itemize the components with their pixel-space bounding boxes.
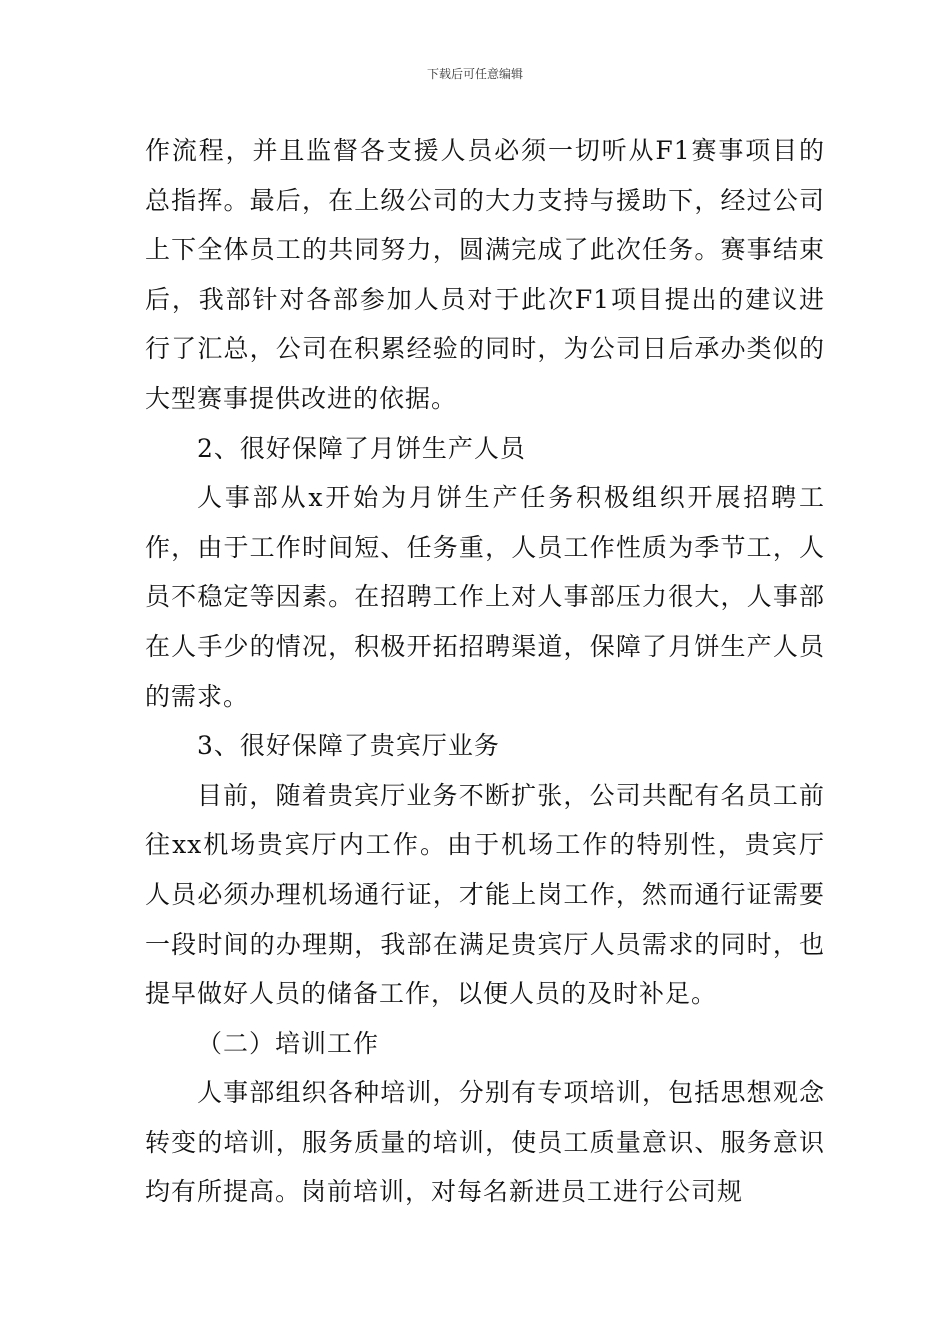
- section-heading-3: 3、很好保障了贵宾厅业务: [197, 731, 500, 761]
- section-heading-2: 2、很好保障了月饼生产人员: [197, 433, 526, 463]
- document-body: [145, 126, 825, 1217]
- section-heading-training: （二）培训工作: [197, 1028, 380, 1058]
- page-header: 下载后可任意编辑: [426, 67, 523, 81]
- paragraph-vip-lounge: 目前，随着贵宾厅业务不断扩张，公司共配有名员工前往xx机场贵宾厅内工作。由于机场工作的特别性，贵宾厅人员必须办理机场通行证，才能上岗工作，然而通行证需要一段时间的办理期，我部在满足贵宾厅人员需求的同时，也提早做好人员的储备工作，以便人员的及时补足。: [145, 780, 825, 1009]
- paragraph-continuation: 作流程，并且监督各支援人员必须一切听从F1赛事项目的总指挥。最后，在上级公司的大力支持与援助下，经过公司上下全体员工的共同努力，圆满完成了此次任务。赛事结束后，我部针对各部参加人员对于此次F1项目提出的建议进行了汇总，公司在积累经验的同时，为公司日后承办类似的大型赛事提供改进的依据。: [145, 136, 825, 413]
- paragraph-mooncake-recruitment: 人事部从x开始为月饼生产任务积极组织开展招聘工作，由于工作时间短、任务重，人员工作性质为季节工，人员不稳定等因素。在招聘工作上对人事部压力很大，人事部在人手少的情况，积极开拓招聘渠道，保障了月饼生产人员的需求。: [145, 483, 825, 711]
- paragraph-training: 人事部组织各种培训，分别有专项培训，包括思想观念转变的培训，服务质量的培训，使员工质量意识、服务意识均有所提高。岗前培训，对每名新进员工进行公司规: [145, 1078, 825, 1207]
